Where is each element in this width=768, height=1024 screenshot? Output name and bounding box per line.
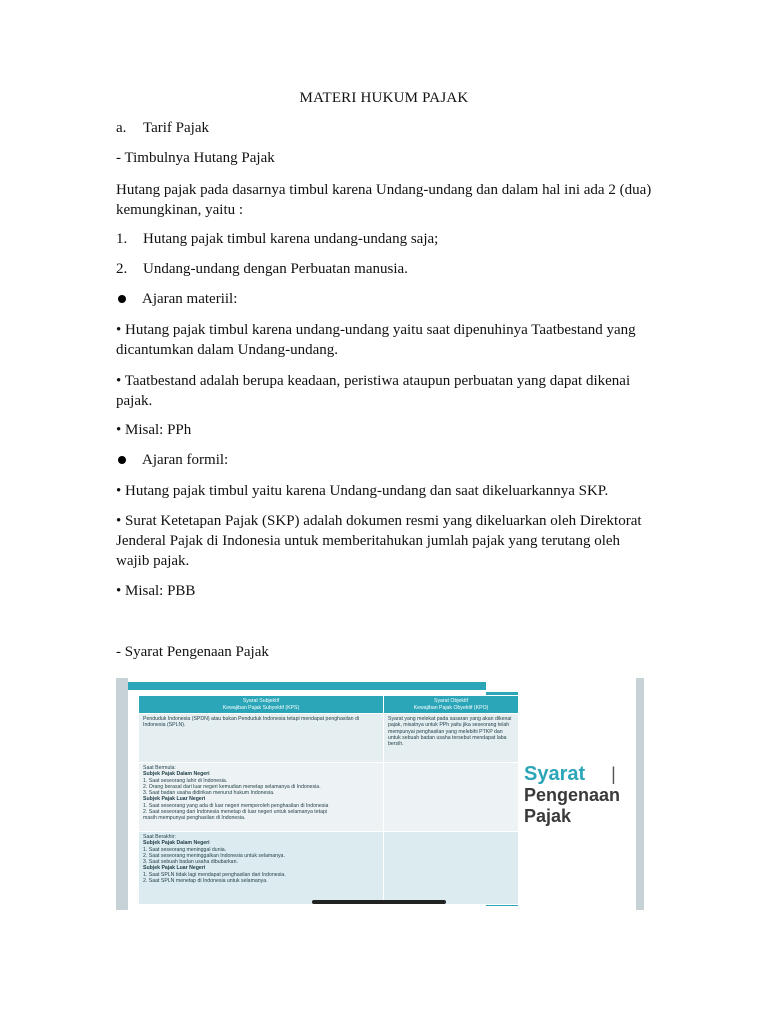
heading-timbulnya: - Timbulnya Hutang Pajak (116, 150, 275, 166)
item-list (143, 872, 379, 885)
table-header-row (139, 696, 519, 714)
syarat-table (138, 695, 519, 905)
label-pajak: Pajak (524, 806, 572, 826)
list-item-1 (116, 229, 438, 249)
list-text: Hutang pajak timbul karena undang-undang saja; (143, 231, 439, 247)
header-subjektif: Syarat Subjektif Kewajiban Pajak Subyektif (KPS) (139, 696, 384, 714)
table-cell: Saat Berakhir: Subjek Pajak Dalam Negeri 1. Saat seseorang meninggal dunia. 2. Saat seseorang meninggalkan Indonesia untuk selamanya. 3. Saat sebuah badan usaha dibubarkan. Subjek Pajak Luar Negeri 1. Saat SPLN tidak lagi mendapat penghasilan dari Indonesia. 2. Saat SPLN menetap di Indonesia untuk selamanya. (139, 832, 384, 905)
table-row (139, 763, 519, 832)
bullet-dot-icon (118, 295, 126, 303)
list-number: 2. (116, 261, 128, 277)
label-syarat: Syarat (524, 763, 586, 785)
table-row (139, 714, 519, 763)
section-marker: a. (116, 120, 127, 136)
table-cell: Syarat yang melekat pada sasaran yang akan dikenai pajak, misalnya untuk PPh yaitu jika seseorang telah mempunyai penghasilan yang melebihi PTKP dan untuk sebuah badan usaha tersebut mendapat laba bersih. (384, 714, 519, 763)
list-item: 1. Saat SPLN tidak lagi mendapat penghasilan dari Indonesia. (143, 871, 286, 878)
list-number: 1. (116, 231, 128, 247)
list-item-2 (116, 259, 408, 279)
syarat-figure (116, 678, 644, 910)
list-item: 2. Saat seseorang meninggalkan Indonesia untuk selamanya. (143, 852, 285, 859)
item-list (143, 847, 379, 866)
bullet-label: Ajaran materiil: (142, 291, 238, 307)
section-a-text: Tarif Pajak (143, 120, 210, 136)
table-row (139, 832, 519, 905)
page-title: MATERI HUKUM PAJAK (299, 90, 469, 106)
materiil-paragraph-1: • Hutang pajak timbul karena undang-undang yaitu saat dipenuhinya Taatbestand yang dicantumkan dalam Undang-undang. (116, 322, 636, 358)
formil-paragraph-1: • Hutang pajak timbul yaitu karena Undang-undang dan saat dikeluarkannya SKP. (116, 483, 609, 499)
intro-paragraph: Hutang pajak pada dasarnya timbul karena Undang-undang dan dalam hal ini ada 2 (dua) kemungkinan, yaitu : (116, 182, 652, 218)
figure-edge-left (116, 678, 128, 910)
table-cell (384, 832, 519, 905)
list-item: 2. Saat seseorang dari Indonesia menetap di luar negeri untuk selamanya tetapi (143, 809, 327, 816)
figure-edge-right (636, 678, 644, 910)
table-cell: Penduduk Indonesia (SPDN) atau bukan Penduduk Indonesia tetapi mendapat penghasilan di Indonesia (SPLN). (139, 714, 384, 763)
section-a (116, 118, 209, 138)
materiil-example: • Misal: PPh (116, 422, 192, 438)
bullet-formil (116, 450, 228, 470)
list-item: 1. Saat seseorang yang ada di luar negeri memperoleh penghasilan di Indonesia (143, 802, 329, 809)
list-text: Undang-undang dengan Perbuatan manusia. (143, 261, 408, 277)
heading-syarat: - Syarat Pengenaan Pajak (116, 644, 269, 660)
label-separator: | (611, 764, 616, 784)
table-cell: Saat Bermula: Subjek Pajak Dalam Negeri 1. Saat seseorang lahir di Indonesia. 2. Orang berasal dari luar negeri kemudian menetap selamanya di Indonesia. 3. Saat badan usaha didirikan menurut hukum Indonesia. Subjek Pajak Luar Negeri 1. Saat seseorang yang ada di luar negeri memperoleh penghasilan di Indonesia 2. Saat seseorang dari Indonesia menetap di luar negeri untuk selamanya tetapi masih mempunyai penghasilan di Indonesia. (139, 763, 384, 832)
formil-example: • Misal: PBB (116, 583, 196, 599)
figure-label (524, 764, 620, 827)
bullet-label: Ajaran formil: (142, 452, 229, 468)
figure-teal-band (128, 682, 486, 690)
list-item: 1. Saat seseorang lahir di Indonesia. (143, 777, 228, 784)
item-list (143, 803, 379, 822)
list-item: 3. Saat badan usaha didirikan menurut hukum Indonesia. (143, 790, 275, 797)
table-cell (384, 763, 519, 832)
figure-bottom-bar (312, 900, 446, 904)
bullet-dot-icon (118, 456, 126, 464)
list-item: 3. Saat sebuah badan usaha dibubarkan. (143, 859, 238, 866)
bullet-materiil (116, 289, 237, 309)
materiil-paragraph-2: • Taatbestand adalah berupa keadaan, peristiwa ataupun perbuatan yang dapat dikenai pajak. (116, 373, 631, 409)
item-list (143, 778, 379, 797)
list-item: masih mempunyai penghasilan di Indonesia. (143, 815, 246, 822)
list-item: 2. Orang berasal dari luar negeri kemudian menetap selamanya di Indonesia. (143, 783, 321, 790)
formil-paragraph-2: • Surat Ketetapan Pajak (SKP) adalah dokumen resmi yang dikeluarkan oleh Direktorat Jenderal Pajak di Indonesia untuk memberitahukan jumlah pajak yang terutang oleh wajib pajak. (116, 513, 642, 569)
list-item: 1. Saat seseorang meninggal dunia. (143, 846, 227, 853)
header-objektif: Syarat Objektif Kewajiban Pajak Obyektif (KPO) (384, 696, 519, 714)
label-pengenaan: Pengenaan (524, 785, 621, 805)
list-item: 2. Saat SPLN menetap di Indonesia untuk selamanya. (143, 878, 268, 885)
